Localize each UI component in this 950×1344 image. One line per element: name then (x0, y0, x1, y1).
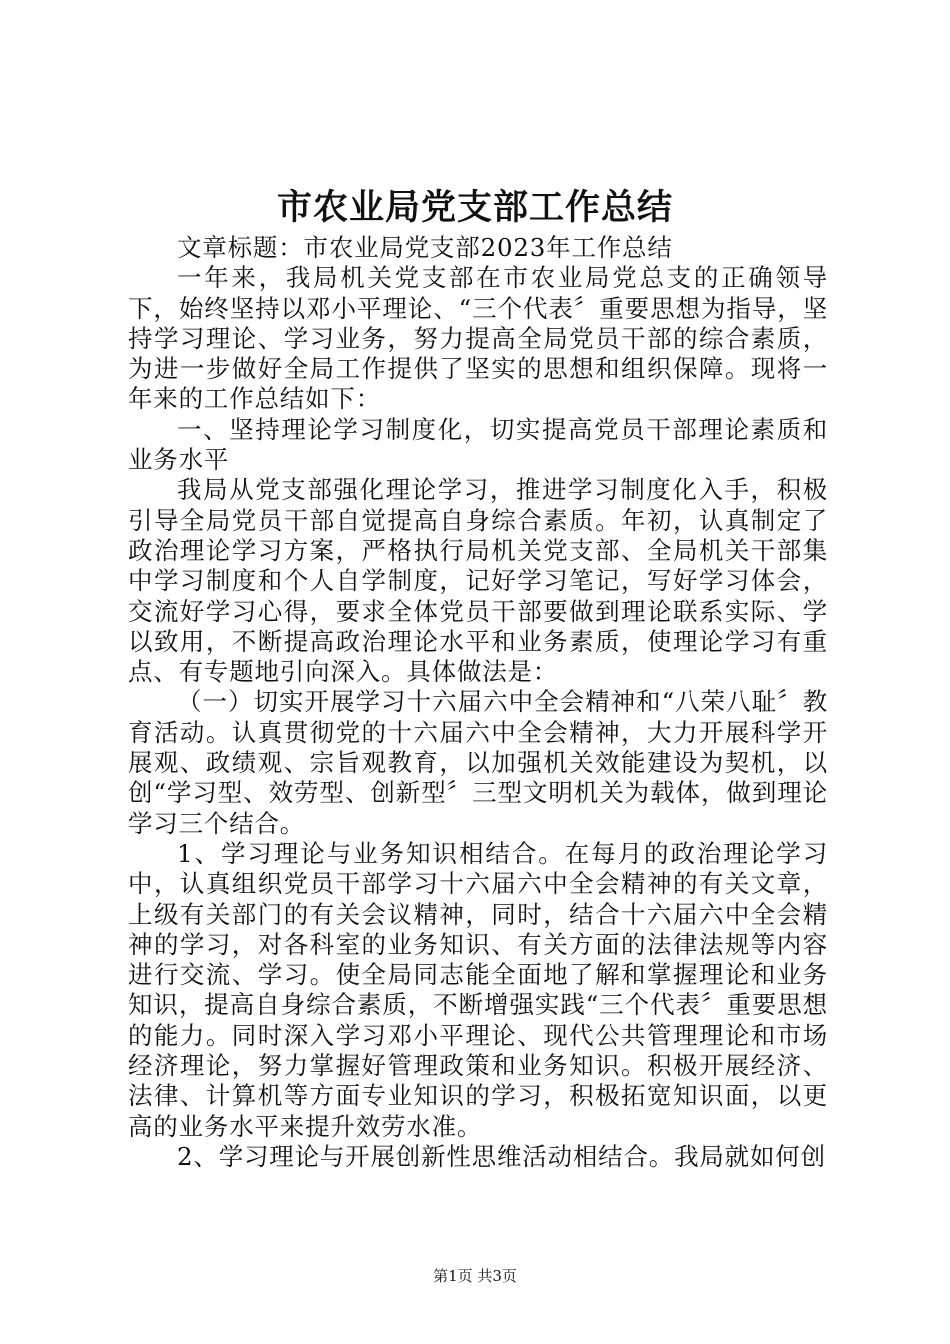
paragraph-section-heading: 一、坚持理论学习制度化，切实提高党员干部理论素质和业务水平 (128, 414, 828, 475)
paragraph-article-title: 文章标题：市农业局党支部2023年工作总结 (177, 233, 673, 262)
paragraph-point-one: 1、学习理论与业务知识相结合。在每月的政治理论学习中，认真组织党员干部学习十六届六中全会精神的有关文章，上级有关部门的有关会议精神，同时，结合十六届六中全会精神的学习，对各科室的业务知识、有关方面的法律法规等内容进行交流、学习。使全局同志能全面地了解和掌握理论和业务知识，提高自身综合素质，不断增强实践“三个代表〞重要思想的能力。同时深入学习邓小平理论、现代公共管理理论和市场经济理论，努力掌握好管理政策和业务知识。积极开展经济、法律、计算机等方面专业知识的学习，积极拓宽知识面，以更高的业务水平来提升效劳水准。 (128, 838, 828, 1141)
paragraph-intro: 一年来，我局机关党支部在市农业局党总支的正确领导下，始终坚持以邓小平理论、“三个代表〞重要思想为指导，坚持学习理论、学习业务，努力提高全局党员干部的综合素质，为进一步做好全局工作提供了坚实的思想和组织保障。现将一年来的工作总结如下： (128, 263, 828, 414)
page-number-footer: 第1页 共3页 (433, 1267, 517, 1285)
document-body (128, 233, 828, 1172)
paragraph-point-two: 2、学习理论与开展创新性思维活动相结合。我局就如何创 (177, 1141, 826, 1171)
paragraph-subsection-one: （一）切实开展学习十六届六中全会精神和“八荣八耻〞教育活动。认真贯彻党的十六届六中全会精神，大力开展科学开展观、政绩观、宗旨观教育，以加强机关效能建设为契机，以创“学习型、效劳型、创新型〞三型文明机关为载体，做到理论学习三个结合。 (128, 687, 828, 838)
document-title: 市农业局党支部工作总结 (276, 187, 673, 228)
paragraph-section-body: 我局从党支部强化理论学习，推进学习制度化入手，积极引导全局党员干部自觉提高自身综合素质。年初，认真制定了政治理论学习方案，严格执行局机关党支部、全局机关干部集中学习制度和个人自学制度，记好学习笔记，写好学习体会，交流好学习心得，要求全体党员干部要做到理论联系实际、学以致用，不断提高政治理论水平和业务素质，使理论学习有重点、有专题地引向深入。具体做法是： (128, 475, 828, 687)
